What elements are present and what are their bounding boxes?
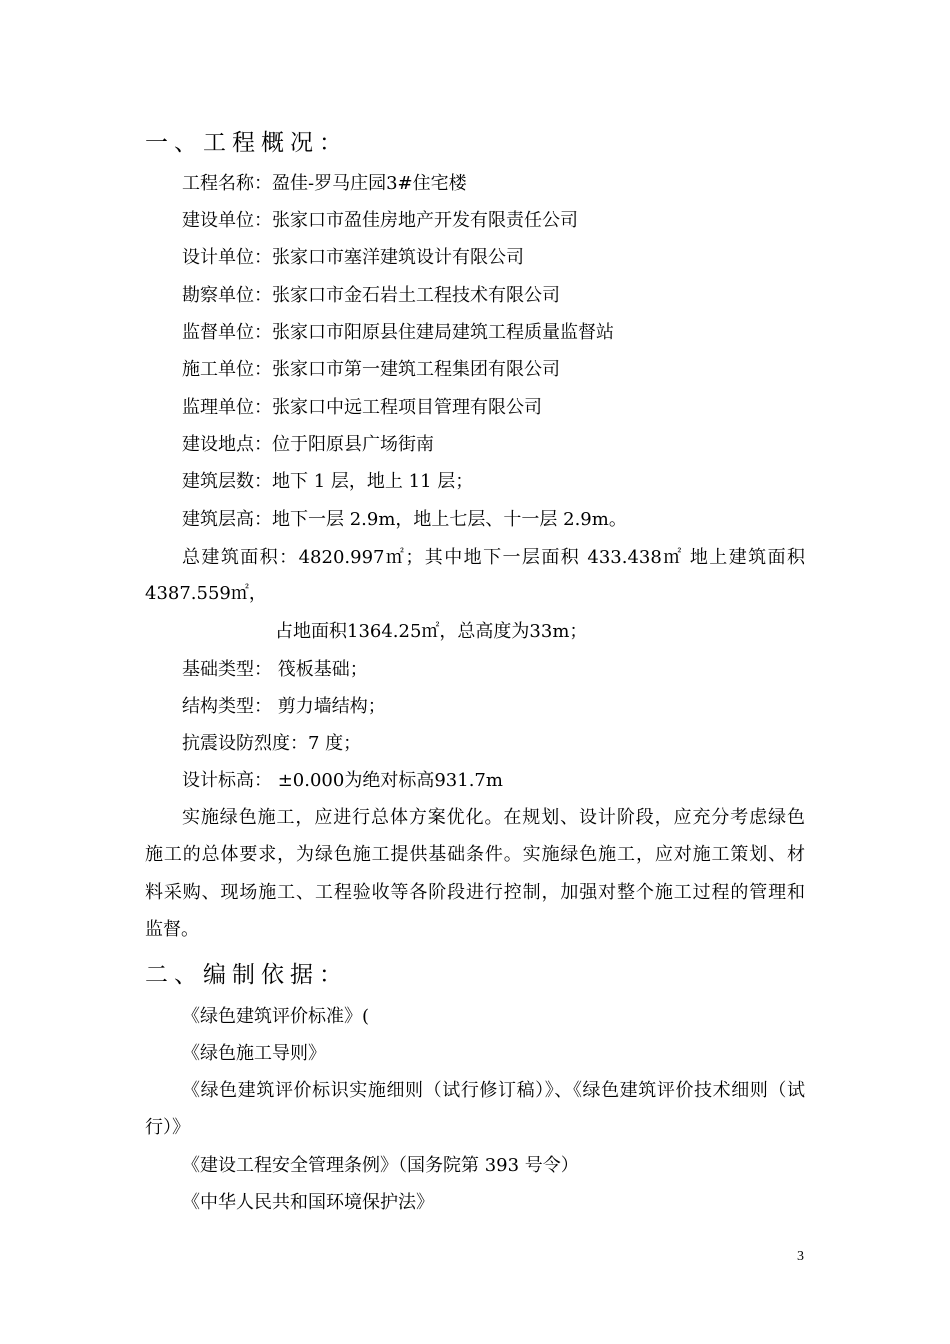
basis-item-1: 《绿色建筑评价标准》(: [182, 1006, 370, 1027]
designer: 设计单位：张家口市塞洋建筑设计有限公司: [182, 247, 524, 268]
structure-type: 结构类型： 剪力墙结构；: [182, 696, 386, 717]
basis-item-2: 《绿色施工导则》: [182, 1043, 326, 1064]
contractor: 施工单位：张家口市第一建筑工程集团有限公司: [182, 359, 560, 380]
section-heading-overview: 一、工程概况：: [145, 130, 348, 156]
basis-item-5: 《中华人民共和国环境保护法》: [182, 1192, 434, 1213]
design-elevation: 设计标高： ±0.000为绝对标高931.7m: [182, 770, 503, 791]
basis-item-4: 《建设工程安全管理条例》（国务院第 393 号令）: [182, 1155, 579, 1176]
paragraph-line-2: 施工的总体要求，为绿色施工提供基础条件。实施绿色施工，应对施工策划、材: [145, 844, 805, 865]
location: 建设地点：位于阳原县广场街南: [182, 434, 434, 455]
surveyor: 勘察单位：张家口市金石岩土工程技术有限公司: [182, 285, 560, 306]
page-number: 3: [797, 1249, 804, 1264]
floors: 建筑层数：地下 1 层，地上 11 层；: [182, 471, 474, 492]
basis-item-3-line-1: 《绿色建筑评价标识实施细则（试行修订稿）》、《绿色建筑评价技术细则（试: [182, 1080, 805, 1101]
area-line-1: 总建筑面积：4820.997㎡；其中地下一层面积 433.438㎡ 地上建筑面积: [182, 547, 805, 568]
project-name: 工程名称：盈佳-罗马庄园3#住宅楼: [182, 173, 467, 194]
land-area: 占地面积1364.25㎡，总高度为33m；: [275, 621, 588, 642]
area-line-2: 4387.559㎡，: [145, 583, 267, 604]
paragraph-line-4: 监督。: [145, 919, 199, 940]
supervision-station: 监督单位：张家口市阳原县住建局建筑工程质量监督站: [182, 322, 614, 343]
paragraph-line-3: 料采购、现场施工、工程验收等各阶段进行控制，加强对整个施工过程的管理和: [145, 882, 805, 903]
section-heading-basis: 二、编制依据：: [145, 962, 348, 988]
floor-height: 建筑层高：地下一层 2.9m，地上七层、十一层 2.9m。: [182, 509, 627, 530]
foundation-type: 基础类型： 筏板基础；: [182, 659, 368, 680]
supervisor: 监理单位：张家口中远工程项目管理有限公司: [182, 397, 542, 418]
seismic-intensity: 抗震设防烈度：7 度；: [182, 733, 362, 754]
developer: 建设单位：张家口市盈佳房地产开发有限责任公司: [182, 210, 578, 231]
basis-item-3-line-2: 行）》: [145, 1117, 190, 1138]
paragraph-line-1: 实施绿色施工，应进行总体方案优化。在规划、设计阶段，应充分考虑绿色: [182, 807, 805, 828]
